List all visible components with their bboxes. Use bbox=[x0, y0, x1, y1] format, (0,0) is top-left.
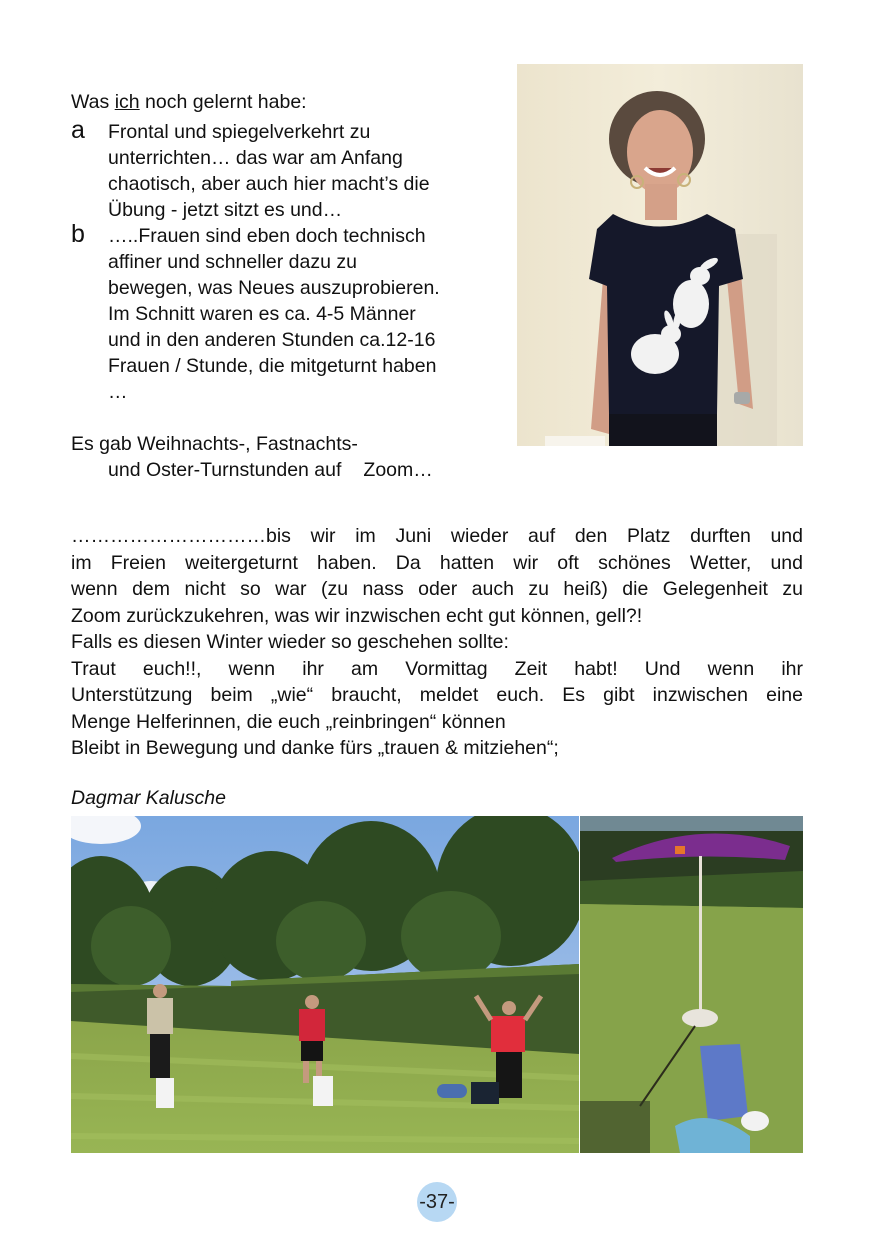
lessons-heading bbox=[71, 89, 511, 115]
paragraph-line: Bleibt in Bewegung und danke fürs „trauen & mitziehen“; bbox=[71, 737, 559, 759]
spacer bbox=[71, 405, 511, 431]
list-marker: b bbox=[71, 220, 85, 248]
list-line: … bbox=[108, 381, 128, 403]
paragraph-line: wenn dem nicht so war (zu nass oder auch zu heiß) die Gelegenheit zu bbox=[71, 578, 803, 600]
list-line: …..Frauen sind eben doch technisch bbox=[108, 225, 426, 247]
umbrella-illustration bbox=[580, 816, 803, 1153]
list-line: Im Schnitt waren es ca. 4-5 Männer bbox=[108, 303, 416, 325]
paragraph-line: Zoom zurückzukehren, was wir inzwischen echt gut können, gell?! bbox=[71, 604, 643, 627]
holidays-line: Es gab Weihnachts-, Fastnachts- bbox=[71, 433, 358, 455]
list-line: Übung - jetzt sitzt es und… bbox=[108, 199, 343, 221]
zoom-word: Zoom… bbox=[363, 459, 433, 481]
list-line: affiner und schneller dazu zu bbox=[108, 251, 357, 273]
holidays-text: und Oster-Turnstunden auf bbox=[108, 459, 342, 481]
list-item-a bbox=[71, 116, 511, 223]
field-illustration bbox=[71, 816, 579, 1153]
portrait-illustration bbox=[517, 64, 803, 446]
main-paragraph bbox=[71, 523, 803, 762]
list-line: chaotisch, aber auch hier macht’s die bbox=[108, 173, 430, 195]
list-line: Frontal und spiegelverkehrt zu bbox=[108, 121, 371, 143]
paragraph-line: Traut euch!!, wenn ihr am Vormittag Zeit habt! Und wenn ihr bbox=[71, 657, 803, 680]
portrait-photo bbox=[517, 64, 803, 446]
holidays-paragraph bbox=[71, 431, 511, 483]
list-line: Frauen / Stunde, die mitgeturnt haben bbox=[108, 355, 437, 377]
paragraph-line: Unterstützung beim „wie“ braucht, meldet euch. Es gibt inzwischen eine bbox=[71, 684, 803, 706]
holidays-line bbox=[71, 457, 511, 483]
author-signature: Dagmar Kalusche bbox=[71, 787, 226, 809]
list-line: bewegen, was Neues auszuprobieren. bbox=[108, 277, 440, 299]
paragraph-line: im Freien weitergeturnt haben. Da hatten wir oft schönes Wetter, und bbox=[71, 551, 803, 574]
paragraph-line: Falls es diesen Winter wieder so geschehen sollte: bbox=[71, 631, 509, 653]
page-number-badge bbox=[417, 1182, 457, 1222]
page-number: -37- bbox=[419, 1191, 455, 1213]
heading-text: noch gelernt habe: bbox=[139, 91, 307, 113]
list-line: unterrichten… das war am Anfang bbox=[108, 147, 403, 169]
list-marker: a bbox=[71, 116, 85, 144]
list-item-b bbox=[71, 220, 511, 405]
heading-underlined-word: ich bbox=[114, 91, 140, 113]
umbrella-photo bbox=[580, 816, 803, 1153]
lessons-learned-section bbox=[71, 89, 511, 483]
field-exercise-photo bbox=[71, 816, 579, 1153]
list-line: und in den anderen Stunden ca.12-16 bbox=[108, 329, 436, 351]
paragraph-line: Menge Helferinnen, die euch „reinbringen“ können bbox=[71, 710, 506, 733]
paragraph-line: …………………………bis wir im Juni wieder auf den Platz durften und bbox=[71, 525, 803, 547]
heading-text: Was bbox=[71, 91, 115, 113]
